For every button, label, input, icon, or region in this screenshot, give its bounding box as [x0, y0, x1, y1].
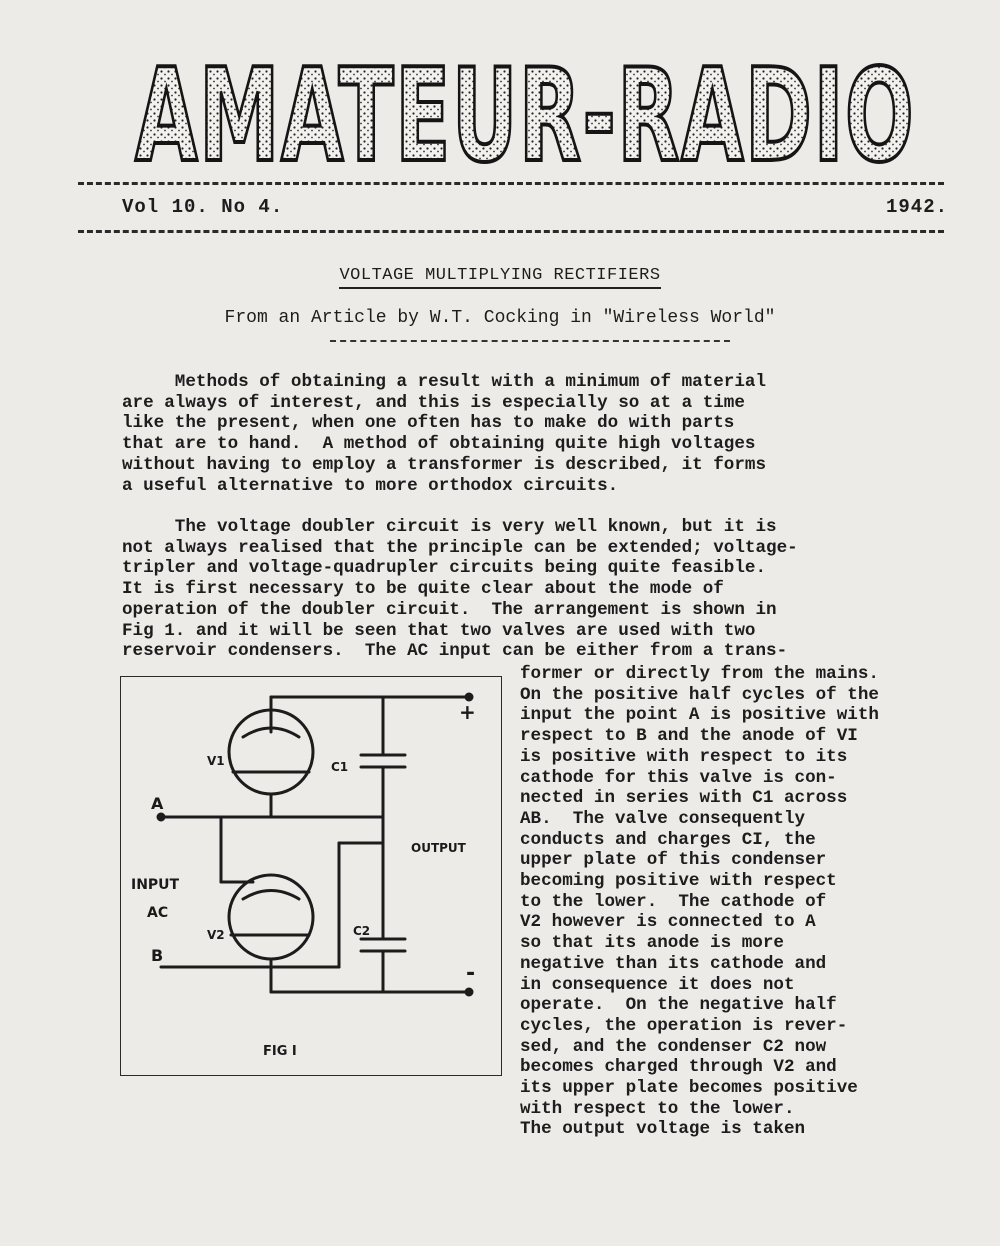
- article-byline: From an Article by W.T. Cocking in "Wireless World": [224, 308, 776, 328]
- label-c2: C2: [353, 924, 371, 938]
- paragraph-2: The voltage doubler circuit is very well known, but it is not always realised that the principle can be extended; voltage- tripler and voltage-quadrupler circuits being quite feasible. It is first necessary to be quite clear about the mode of operation of the doubler circuit. The arrangement is shown in Fig 1. and it will be seen that two valves are used with two reservoir condensers. The AC input can be either from a trans-: [122, 517, 798, 662]
- label-plus: +: [459, 700, 476, 724]
- masthead: [125, 42, 925, 182]
- valve-v2-anode: [243, 891, 299, 900]
- masthead-logo: [125, 42, 925, 182]
- label-c1: C1: [331, 760, 349, 774]
- label-minus: -: [466, 961, 476, 986]
- doubler-circuit-diagram: [121, 677, 501, 1075]
- figure-1: [120, 676, 502, 1076]
- label-input: INPUT: [131, 877, 180, 893]
- label-a: A: [151, 794, 164, 813]
- label-v2: V2: [207, 928, 225, 942]
- paragraph-1: Methods of obtaining a result with a minimum of material are always of interest, and this is especially so at a time like the present, when one often has to make do with parts that are to hand. A method of obtaining quite high voltages without having to employ a transformer is described, it forms a useful alternative to more orthodox circuits.: [122, 372, 767, 496]
- label-b: B: [151, 946, 164, 965]
- bottom-divider: [78, 230, 944, 233]
- article-title-text: VOLTAGE MULTIPLYING RECTIFIERS: [339, 266, 660, 289]
- label-v1: V1: [207, 754, 225, 768]
- figure-caption: FIG I: [263, 1044, 297, 1059]
- masthead-title: AMATEUR-RADIO: [135, 42, 915, 182]
- label-output: OUTPUT: [411, 841, 466, 855]
- issue-line: [122, 196, 948, 226]
- byline-divider: [330, 340, 730, 342]
- label-ac: AC: [147, 905, 169, 921]
- issue-volume: Vol 10. No 4.: [122, 196, 284, 218]
- valve-v2-envelope: [229, 875, 313, 959]
- article-title: [0, 266, 1000, 285]
- top-divider: [78, 182, 944, 185]
- paragraph-3: former or directly from the mains. On the positive half cycles of the input the point A is positive with respect to B and the anode of VI is positive with respect to its cathode for this valve is con- nected in series with C1 across AB. The valve consequently conducts and charges CI, the upper plate of this condenser becoming positive with respect to the lower. The cathode of V2 however is connected to A so that its anode is more negative than its cathode and in consequence it does not operate. On the negative half cycles, the operation is rever- sed, and the condenser C2 now becomes charged through V2 and its upper plate becomes positive with respect to the lower. The output voltage is taken: [520, 664, 879, 1140]
- issue-year: 1942.: [885, 196, 948, 218]
